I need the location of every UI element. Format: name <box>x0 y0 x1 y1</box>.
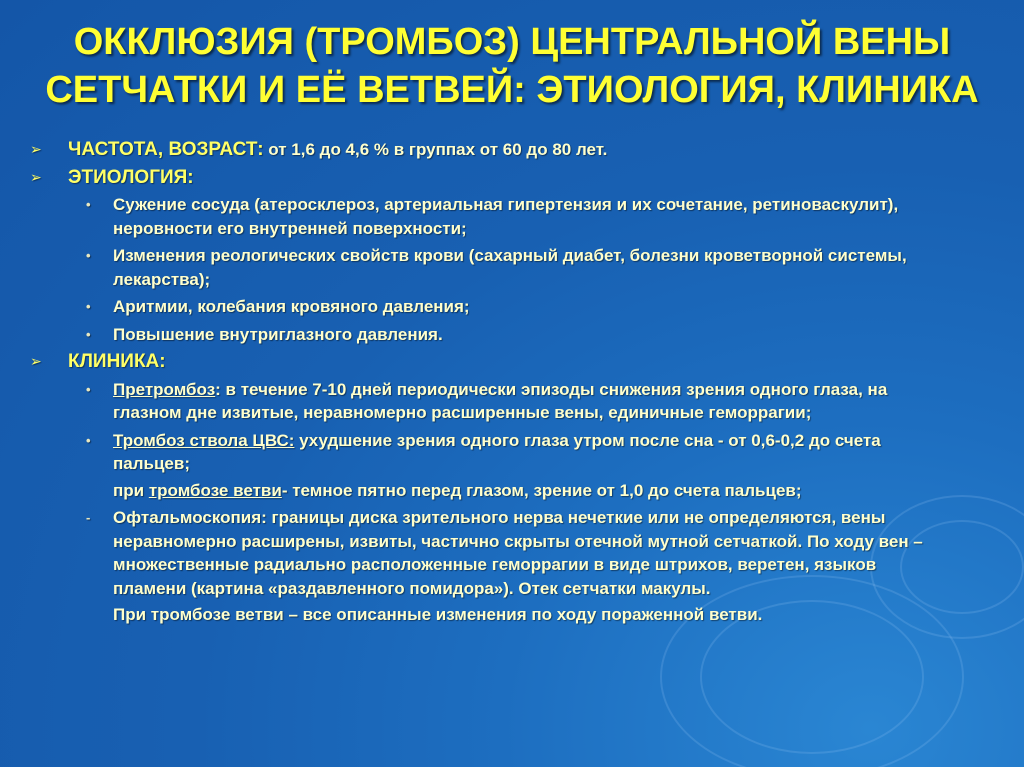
etiology-label: ЭТИОЛОГИЯ: <box>68 166 194 188</box>
etiology-item <box>30 244 990 291</box>
arrow-bullet-icon: ➢ <box>30 168 42 185</box>
branch-thrombosis-item <box>30 479 990 503</box>
title-line-2: СЕТЧАТКИ И ЕЁ ВЕТВЕЙ: ЭТИОЛОГИЯ, КЛИНИКА <box>45 69 979 111</box>
etiology-item-text: Аритмии, колебания кровяного давления; <box>113 297 470 316</box>
trunk-thrombosis-text: ухудшение зрения одного глаза утром после сна - от 0,6-0,2 до счета пальцев; <box>113 430 881 473</box>
dot-bullet-icon: • <box>86 197 91 212</box>
dot-bullet-icon: • <box>86 248 91 263</box>
dot-bullet-icon: • <box>86 326 91 342</box>
branch-all-item <box>30 603 990 627</box>
etiology-item <box>30 323 990 347</box>
dot-bullet-icon: • <box>86 432 91 448</box>
branch-prefix: при <box>113 480 149 500</box>
etiology-heading <box>30 166 990 190</box>
dot-bullet-icon: • <box>86 381 91 397</box>
prethrombosis-text: : в течение 7-10 дней периодически эпизоды снижения зрения одного глаза, на глазном дне извитые, неравномерно расширенные вены, единичные геморрагии; <box>113 379 888 422</box>
etiology-item <box>30 295 990 319</box>
prethrombosis-item <box>30 378 990 425</box>
etiology-item <box>30 193 990 240</box>
prethrombosis-term: Претромбоз <box>113 379 216 399</box>
frequency-text: от 1,6 до 4,6 % в группах от 60 до 80 лет. <box>263 140 608 159</box>
etiology-item-text: Повышение внутриглазного давления. <box>113 324 443 344</box>
branch-thrombosis-text: - темное пятно перед глазом, зрение от 1,0 до счета пальцев; <box>281 480 802 500</box>
ophthalmoscopy-text: Офтальмоскопия: границы диска зрительного нерва нечеткие или не определяются, вены неравномерно расширены, извиты, частично скрыты отечной мутной сетчаткой. По ходу вен – множественные радиально расположенные геморрагии в виде штрихов, веретен, языков пламени (картина «раздавленного помидора»). Отек сетчатки макулы. <box>113 508 923 598</box>
frequency-label: ЧАСТОТА, ВОЗРАСТ: <box>68 139 264 160</box>
title-line-1: ОККЛЮЗИЯ (ТРОМБОЗ) ЦЕНТРАЛЬНОЙ ВЕНЫ <box>73 21 951 63</box>
ophthalmoscopy-item <box>30 506 990 600</box>
dot-bullet-icon: • <box>86 299 91 314</box>
frequency-item <box>30 138 990 162</box>
etiology-item-text: Изменения реологических свойств крови (сахарный диабет, болезни кроветворной системы, лекарства); <box>113 246 907 289</box>
trunk-thrombosis-term: Тромбоз ствола ЦВС: <box>113 430 295 450</box>
branch-thrombosis-term: тромбозе ветви <box>148 480 282 500</box>
slide-title <box>20 18 1004 114</box>
branch-all-text: При тромбозе ветви – все описанные изменения по ходу пораженной ветви. <box>113 605 763 624</box>
clinic-label: КЛИНИКА: <box>68 351 166 372</box>
slide-content <box>30 138 990 631</box>
arrow-bullet-icon: ➢ <box>30 353 42 369</box>
dash-bullet-icon: - <box>86 510 91 525</box>
arrow-bullet-icon: ➢ <box>30 141 42 157</box>
etiology-item-text: Сужение сосуда (атеросклероз, артериальная гипертензия и их сочетание, ретиноваскулит), неровности его внутренней поверхности; <box>113 195 899 238</box>
trunk-thrombosis-item <box>30 429 990 476</box>
clinic-heading <box>30 350 990 374</box>
